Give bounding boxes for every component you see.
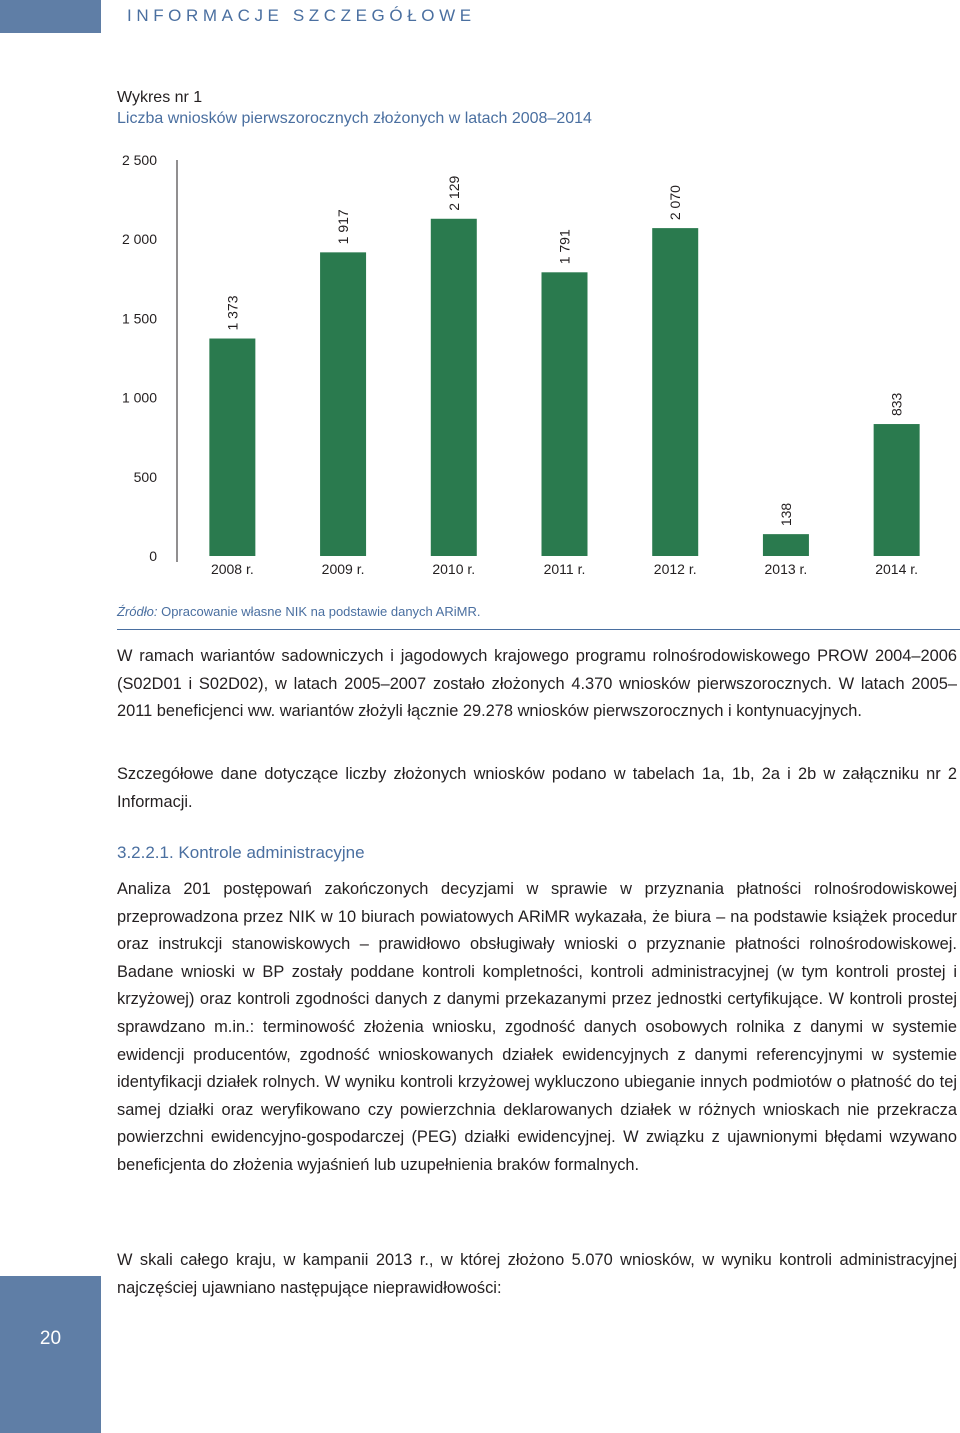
x-tick-label: 2013 r. <box>764 561 808 577</box>
bar-2011 <box>542 272 588 556</box>
x-tick-label: 2014 r. <box>875 561 919 577</box>
y-tick-label: 1 500 <box>121 310 157 327</box>
bar-2010 <box>431 219 477 556</box>
data-label: 2 070 <box>667 185 684 221</box>
y-tick-label: 500 <box>133 468 157 485</box>
bar-2012 <box>652 228 698 556</box>
paragraph-2: Szczegółowe dane dotyczące liczby złożonych wniosków podano w tabelach 1a, 1b, 2a i 2b w załączniku nr 2 Informacji. <box>117 765 957 811</box>
divider <box>117 629 960 630</box>
bar-chart <box>0 140 960 585</box>
page-number-box <box>0 1276 101 1433</box>
y-tick-label: 2 000 <box>121 231 157 248</box>
x-tick-label: 2010 r. <box>432 561 476 577</box>
chart-caption: Wykres nr 1 <box>117 89 203 106</box>
chart-source <box>117 604 480 619</box>
paragraph-4: W skali całego kraju, w kampanii 2013 r., w której złożono 5.070 wniosków, w wyniku kontroli administracyjnej najczęściej ujawniano następujące nieprawidłowości: <box>117 1251 957 1297</box>
section-header: INFORMACJE SZCZEGÓŁOWE <box>127 6 476 25</box>
data-label: 833 <box>888 392 905 417</box>
y-tick-label: 1 000 <box>121 389 157 406</box>
paragraph-1: W ramach wariantów sadowniczych i jagodowych krajowego programu rolnośrodowiskowego PROW 2004–2006 (S02D01 i S02D02), w latach 2005–2007 zostało złożonych 4.370 wniosków pierwszorocznych. W latach 2005–2011 beneficjenci ww. wariantów złożyli łącznie 29.278 wniosków pierwszorocznych i kontynuacyjnych. <box>117 647 957 721</box>
data-label: 1 791 <box>556 229 573 265</box>
source-text: Opracowanie własne NIK na podstawie danych ARiMR. <box>157 604 481 619</box>
y-tick-label: 2 500 <box>121 152 157 168</box>
x-tick-label: 2011 r. <box>543 561 586 577</box>
bar-2009 <box>320 252 366 556</box>
section-heading: 3.2.2.1. Kontrole administracyjne <box>117 843 365 862</box>
data-label: 1 373 <box>224 295 241 331</box>
source-prefix: Źródło: <box>117 604 158 619</box>
chart-title: Liczba wniosków pierwszorocznych złożonych w latach 2008–2014 <box>117 110 592 127</box>
x-tick-label: 2012 r. <box>653 561 697 577</box>
x-tick-label: 2009 r. <box>321 561 365 577</box>
data-label: 1 917 <box>335 209 352 245</box>
header-accent-bar <box>0 0 101 33</box>
page-number: 20 <box>39 1328 62 1349</box>
data-label: 138 <box>777 502 794 527</box>
bar-2008 <box>209 339 255 556</box>
bar-2014 <box>874 424 920 556</box>
data-label: 2 129 <box>445 175 462 211</box>
paragraph-3: Analiza 201 postępowań zakończonych decyzjami w sprawie w przyznania płatności rolnośrodowiskowej przeprowadzona przez NIK w 10 biurach powiatowych ARiMR wykazała, że biura – na podstawie książek procedur oraz instrukcji stanowiskowych – prawidłowo obsługiwały wnioski o przyznanie płatności rolnośrodowiskowej. Badane wnioski w BP zostały poddane kontroli kompletności, kontroli administracyjnej (w tym kontroli prostej i krzyżowej) oraz kontroli zgodności danych z danymi przekazanymi przez jednostki certyfikujące. W kontroli prostej sprawdzano m.in.: terminowość złożenia wniosku, zgodność danych osobowych rolnika z danymi w systemie ewidencji producentów, zgodność wnioskowanych działek ewidencyjnych z danymi referencyjnymi w systemie identyfikacji działek rolnych. W wyniku kontroli krzyżowej wykluczono ubieganie innych podmiotów o płatność do tej samej działki oraz weryfikowano czy powierzchnia deklarowanych działek w różnych wnioskach nie przekracza powierzchni ewidencyjno-gospodarczej (PEG) działki ewidencyjnej. W związku z ujawnionymi błędami wzywano beneficjenta do złożenia wyjaśnień lub uzupełnienia braków formalnych. <box>117 880 957 1174</box>
y-tick-label: 0 <box>149 548 157 564</box>
bar-2013 <box>763 534 809 556</box>
x-tick-label: 2008 r. <box>210 561 254 577</box>
